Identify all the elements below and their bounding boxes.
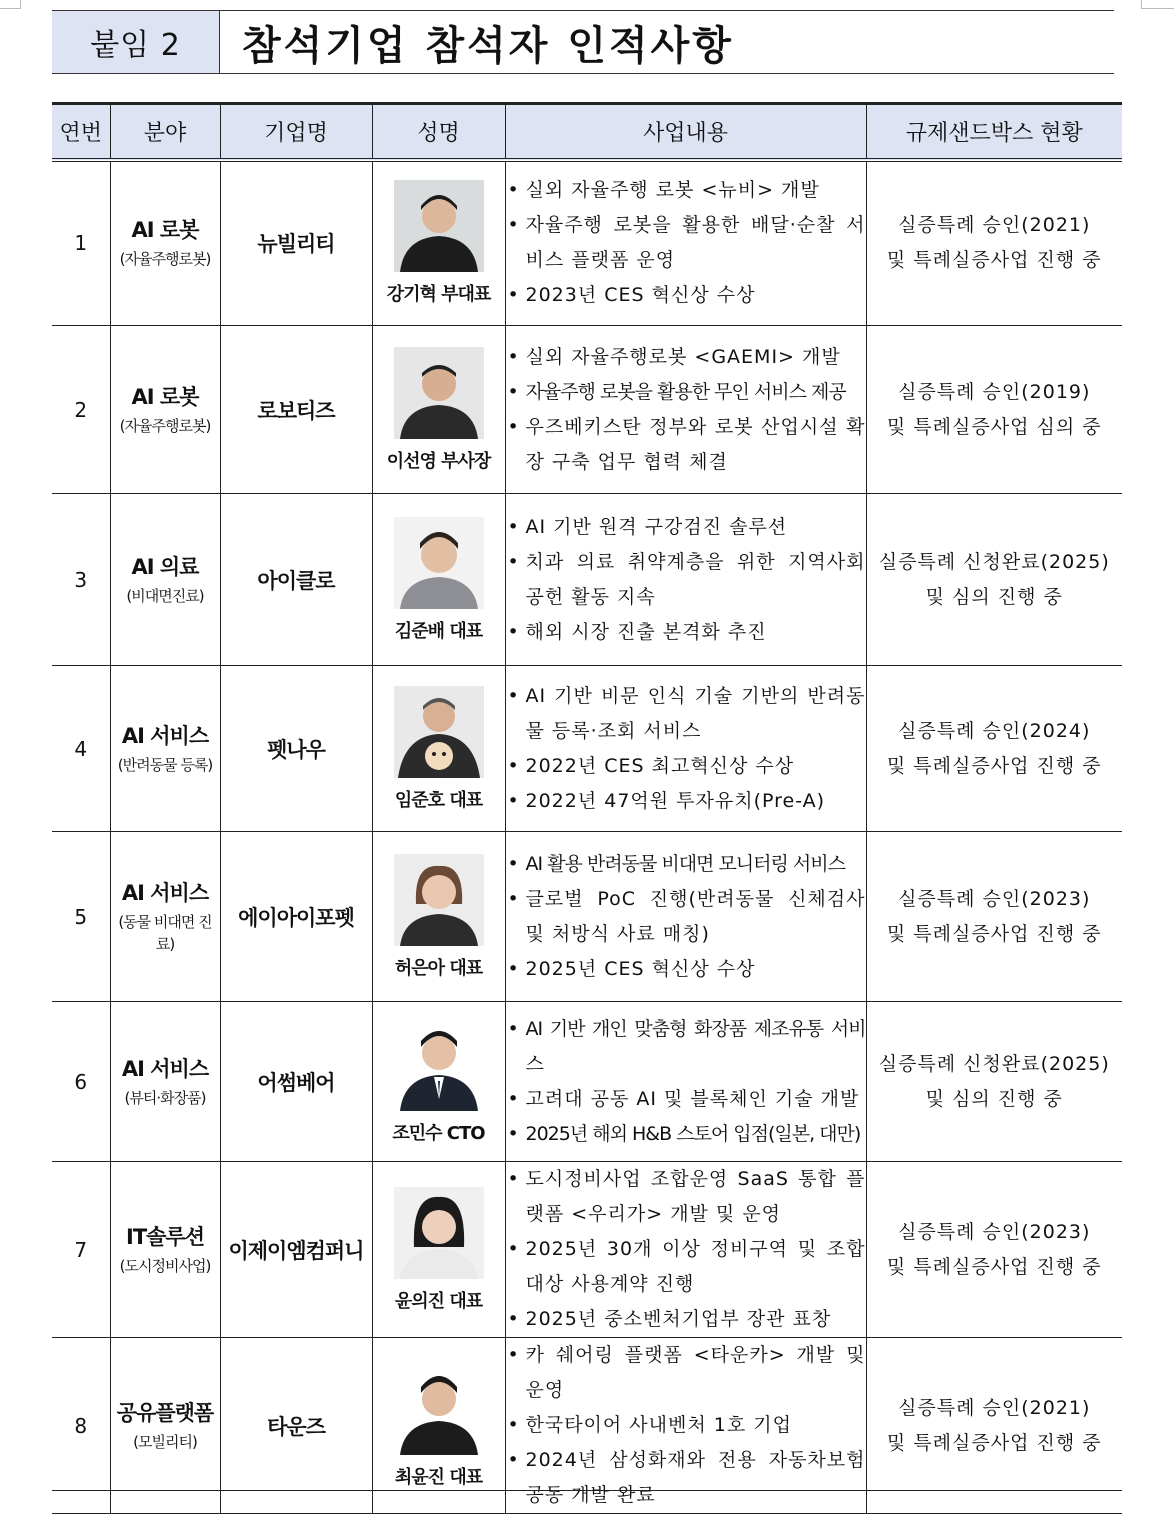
table-row	[52, 160, 1122, 326]
column-header-no: 연번	[52, 104, 110, 160]
business-item: • 고려대 공동 AI 및 블록체인 기술 개발	[506, 1082, 866, 1117]
portrait-photo	[394, 347, 484, 439]
business-item: • 치과 의료 취약계층을 위한 지역사회 공헌 활동 지속	[506, 545, 866, 615]
business-item: • 2024년 삼성화재와 전용 자동차보험 공동 개발 완료	[506, 1443, 866, 1513]
business-item: • AI 기반 개인 맞춤형 화장품 제조유통 서비스	[506, 1012, 866, 1082]
column-header-business: 사업내용	[505, 104, 866, 160]
status-line: 및 특례실증사업 진행 중	[886, 1431, 1102, 1454]
row-number: 1	[52, 160, 110, 326]
sandbox-status	[866, 1338, 1122, 1514]
table-row	[52, 494, 1122, 666]
field-cell	[110, 326, 220, 494]
document-header	[52, 10, 1114, 74]
sandbox-status	[866, 666, 1122, 832]
company-name: 뉴빌리티	[220, 160, 372, 326]
field-cell	[110, 832, 220, 1002]
status-line: 실증특례 승인(2023)	[898, 1220, 1091, 1243]
field-cell	[110, 666, 220, 832]
sandbox-status	[866, 160, 1122, 326]
company-name: 아이클로	[220, 494, 372, 666]
field-main: 공유플랫폼	[116, 1400, 214, 1425]
status-line: 실증특례 승인(2019)	[898, 380, 1091, 403]
field-cell	[110, 1162, 220, 1338]
field-main: IT솔루션	[126, 1224, 204, 1249]
field-main: AI 서비스	[121, 880, 209, 905]
row-number: 5	[52, 832, 110, 1002]
business-item: • 우즈베키스탄 정부와 로봇 산업시설 확장 구축 업무 협력 체결	[506, 410, 866, 480]
person-name: 강기혁 부대표	[386, 284, 491, 306]
business-item: • 글로벌 PoC 진행(반려동물 신체검사 및 처방식 사료 매칭)	[506, 882, 866, 952]
table-row	[52, 1338, 1122, 1514]
status-line: 및 심의 진행 중	[925, 1087, 1063, 1110]
field-main: AI 로봇	[131, 218, 199, 243]
sandbox-status	[866, 1162, 1122, 1338]
person-name: 이선영 부사장	[386, 450, 491, 472]
business-item: • 실외 자율주행 로봇 <뉴비> 개발	[506, 173, 866, 208]
table-bottom-rule	[52, 1490, 1122, 1491]
person-cell	[372, 666, 505, 832]
company-name: 어썸베어	[220, 1002, 372, 1162]
table-row	[52, 1162, 1122, 1338]
portrait-photo	[394, 517, 484, 609]
row-number: 2	[52, 326, 110, 494]
field-cell	[110, 1338, 220, 1514]
person-name: 임준호 대표	[394, 789, 483, 811]
status-line: 및 특례실증사업 진행 중	[886, 1255, 1102, 1278]
company-name: 펫나우	[220, 666, 372, 832]
person-name: 최윤진 대표	[394, 1466, 483, 1488]
row-number: 8	[52, 1338, 110, 1514]
page-corner-mark-right	[1141, 0, 1174, 9]
business-item: • 실외 자율주행로봇 <GAEMI> 개발	[506, 340, 866, 375]
business-item: • 해외 시장 진출 본격화 추진	[506, 615, 866, 650]
field-cell	[110, 1002, 220, 1162]
person-name: 조민수 CTO	[392, 1122, 485, 1144]
portrait-photo	[394, 180, 484, 272]
person-cell	[372, 832, 505, 1002]
business-item: • 2025년 30개 이상 정비구역 및 조합 대상 사용계약 진행	[506, 1232, 866, 1302]
field-sub: (자율주행로봇)	[119, 250, 211, 269]
table-row	[52, 1002, 1122, 1162]
field-sub: (자율주행로봇)	[119, 416, 211, 435]
field-main: AI 로봇	[131, 384, 199, 409]
person-cell	[372, 326, 505, 494]
sandbox-status	[866, 494, 1122, 666]
portrait-photo	[394, 1363, 484, 1455]
company-name: 타운즈	[220, 1338, 372, 1514]
business-item: • 2025년 CES 혁신상 수상	[506, 952, 866, 987]
status-line: 및 특례실증사업 심의 중	[886, 415, 1102, 438]
business-item: • 한국타이어 사내벤처 1호 기업	[506, 1408, 866, 1443]
person-name: 윤의진 대표	[394, 1290, 483, 1312]
field-sub: (반려동물 등록)	[117, 755, 213, 774]
business-cell	[505, 666, 866, 832]
status-line: 및 특례실증사업 진행 중	[886, 249, 1102, 272]
business-item: • 도시정비사업 조합운영 SaaS 통합 플랫폼 <우리가> 개발 및 운영	[506, 1162, 866, 1232]
participant-table	[52, 102, 1122, 1514]
company-name: 에이아이포펫	[220, 832, 372, 1002]
person-name: 허은아 대표	[394, 957, 483, 979]
row-number: 6	[52, 1002, 110, 1162]
person-cell	[372, 1162, 505, 1338]
business-cell	[505, 1162, 866, 1338]
business-item: • 자율주행 로봇을 활용한 무인 서비스 제공	[506, 375, 866, 410]
company-name: 로보티즈	[220, 326, 372, 494]
field-main: AI 의료	[131, 554, 199, 579]
business-cell	[505, 326, 866, 494]
business-cell	[505, 1338, 866, 1514]
table-row	[52, 326, 1122, 494]
page-corner-mark-left	[0, 0, 21, 9]
sandbox-status	[866, 1002, 1122, 1162]
portrait-photo	[394, 686, 484, 778]
business-item: • AI 활용 반려동물 비대면 모니터링 서비스	[506, 847, 866, 882]
portrait-photo	[394, 854, 484, 946]
table-header-row	[52, 104, 1122, 160]
business-cell	[505, 1002, 866, 1162]
business-item: • 2022년 47억원 투자유치(Pre-A)	[506, 784, 866, 819]
status-line: 실증특례 신청완료(2025)	[878, 550, 1110, 573]
page-title: 참석기업 참석자 인적사항	[242, 22, 734, 69]
business-item: • 카 쉐어링 플랫폼 <타운카> 개발 및 운영	[506, 1338, 866, 1408]
person-cell	[372, 1338, 505, 1514]
status-line: 및 심의 진행 중	[925, 585, 1063, 608]
business-item: • 2025년 해외 H&B 스토어 입점(일본, 대만)	[506, 1117, 866, 1152]
sandbox-status	[866, 832, 1122, 1002]
column-header-company: 기업명	[220, 104, 372, 160]
status-line: 및 특례실증사업 진행 중	[886, 922, 1102, 945]
row-number: 3	[52, 494, 110, 666]
column-header-sandbox-status: 규제샌드박스 현황	[866, 104, 1122, 160]
business-item: • 2025년 중소벤처기업부 장관 표창	[506, 1302, 866, 1337]
column-header-name: 성명	[372, 104, 505, 160]
field-main: AI 서비스	[121, 723, 209, 748]
person-cell	[372, 494, 505, 666]
field-sub: (뷰티·화장품)	[124, 1088, 206, 1107]
attachment-label: 붙임 2	[52, 11, 220, 73]
company-name: 이제이엠컴퍼니	[220, 1162, 372, 1338]
status-line: 및 특례실증사업 진행 중	[886, 754, 1102, 777]
field-main: AI 서비스	[121, 1056, 209, 1081]
person-name: 김준배 대표	[394, 620, 483, 642]
row-number: 7	[52, 1162, 110, 1338]
status-line: 실증특례 승인(2021)	[898, 1396, 1091, 1419]
business-item: • 자율주행 로봇을 활용한 배달·순찰 서비스 플랫폼 운영	[506, 208, 866, 278]
sandbox-status	[866, 326, 1122, 494]
portrait-photo	[394, 1019, 484, 1111]
column-header-field: 분야	[110, 104, 220, 160]
business-cell	[505, 160, 866, 326]
field-cell	[110, 160, 220, 326]
status-line: 실증특례 승인(2024)	[898, 719, 1091, 742]
person-cell	[372, 1002, 505, 1162]
field-cell	[110, 494, 220, 666]
business-item: • 2023년 CES 혁신상 수상	[506, 278, 866, 313]
row-number: 4	[52, 666, 110, 832]
business-item: • AI 기반 비문 인식 기술 기반의 반려동물 등록·조회 서비스	[506, 679, 866, 749]
field-sub: (도시정비사업)	[119, 1256, 211, 1275]
table-row	[52, 832, 1122, 1002]
field-sub: (동물 비대면 진료)	[118, 912, 212, 953]
business-cell	[505, 494, 866, 666]
business-cell	[505, 832, 866, 1002]
person-cell	[372, 160, 505, 326]
status-line: 실증특례 승인(2021)	[898, 214, 1091, 237]
status-line: 실증특례 승인(2023)	[898, 887, 1091, 910]
status-line: 실증특례 신청완료(2025)	[878, 1052, 1110, 1075]
business-item: • 2022년 CES 최고혁신상 수상	[506, 749, 866, 784]
portrait-photo	[394, 1187, 484, 1279]
table-row	[52, 666, 1122, 832]
field-sub: (모빌리티)	[133, 1432, 197, 1451]
field-sub: (비대면진료)	[126, 586, 204, 605]
business-item: • AI 기반 원격 구강검진 솔루션	[506, 510, 866, 545]
